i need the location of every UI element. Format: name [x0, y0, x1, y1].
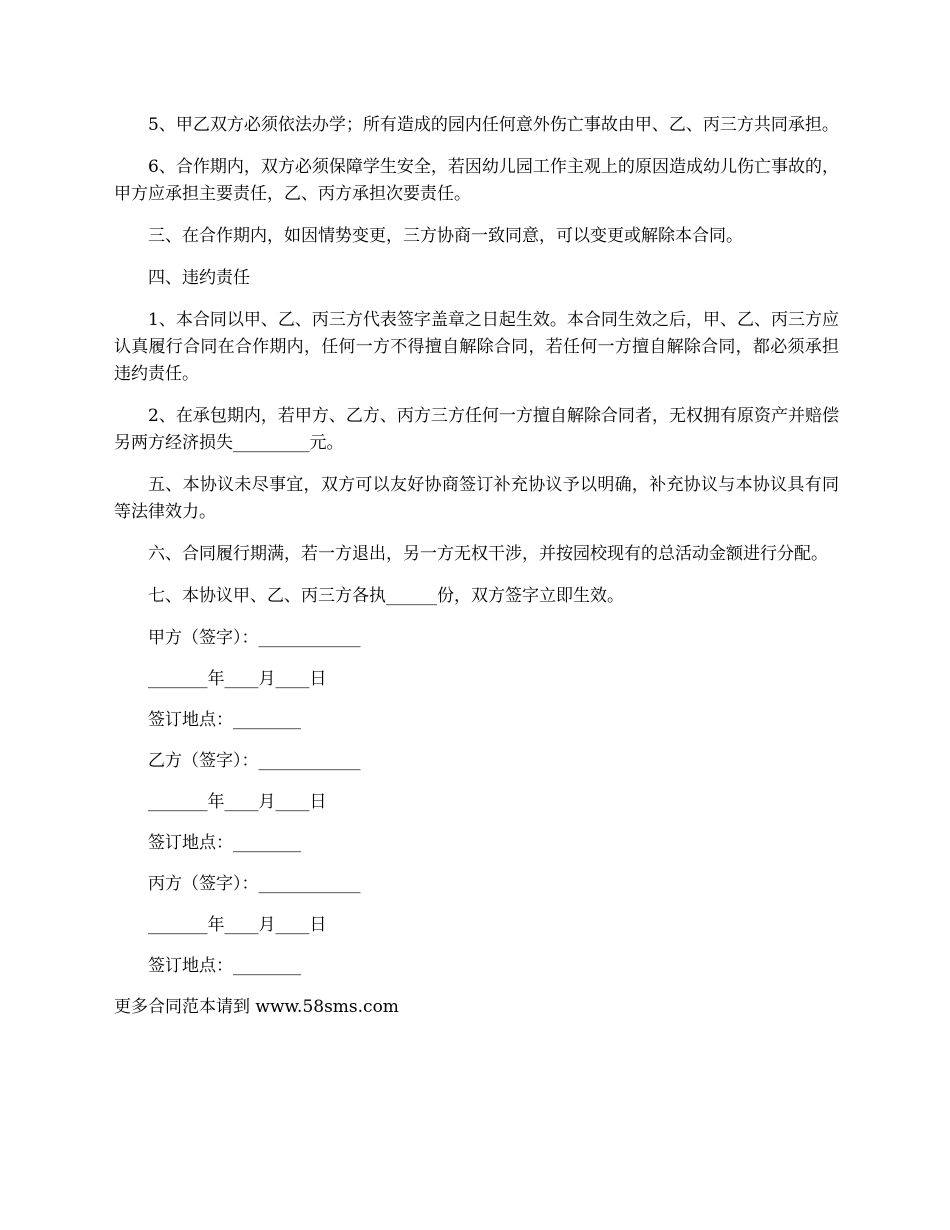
signature-block-party-b [114, 748, 839, 857]
party-b-signature: 乙方（签字）：____________ [148, 751, 361, 771]
breach-clause-2: 2、在承包期内，若甲方、乙方、丙方三方任何一方擅自解除合同者，无权拥有原资产并赔偿另两方经济损失_________元。 [114, 406, 839, 453]
footer-more-templates: 更多合同范本请到 www.58sms.com [114, 997, 399, 1017]
section-6-expiry: 六、合同履行期满，若一方退出，另一方无权干涉，并按园校现有的总活动金额进行分配。 [148, 544, 828, 564]
signature-block-party-a [114, 625, 839, 734]
party-c-place: 签订地点：________ [148, 956, 301, 976]
party-a-date: _______年____月____日 [148, 669, 327, 689]
section-5-supplement: 五、本协议未尽事宜，双方可以友好协商签订补充协议予以明确，补充协议与本协议具有同等法律效力。 [114, 475, 839, 522]
contract-body [114, 112, 839, 1021]
signature-block-party-c [114, 871, 839, 980]
section-7-copies: 七、本协议甲、乙、丙三方各执______份，双方签字立即生效。 [148, 586, 624, 606]
clause-6-student-safety: 6、合作期内，双方必须保障学生安全，若因幼儿园工作主观上的原因造成幼儿伤亡事故的，甲方应承担主要责任，乙、丙方承担次要责任。 [114, 157, 839, 204]
party-b-place: 签订地点：________ [148, 833, 301, 853]
party-c-signature: 丙方（签字）：____________ [148, 874, 361, 894]
party-a-signature: 甲方（签字）：____________ [148, 628, 361, 648]
breach-clause-1: 1、本合同以甲、乙、丙三方代表签字盖章之日起生效。本合同生效之后，甲、乙、丙三方应认真履行合同在合作期内，任何一方不得擅自解除合同，若任何一方擅自解除合同，都必须承担违约责任。 [114, 310, 839, 384]
party-a-place: 签订地点：________ [148, 710, 301, 730]
section-4-heading: 四、违约责任 [148, 268, 250, 288]
section-3-contract-change: 三、在合作期内，如因情势变更，三方协商一致同意，可以变更或解除本合同。 [148, 226, 743, 246]
party-b-date: _______年____月____日 [148, 792, 327, 812]
party-c-date: _______年____月____日 [148, 915, 327, 935]
clause-5-safety-liability: 5、甲乙双方必须依法办学；所有造成的园内任何意外伤亡事故由甲、乙、丙三方共同承担。 [148, 115, 839, 135]
